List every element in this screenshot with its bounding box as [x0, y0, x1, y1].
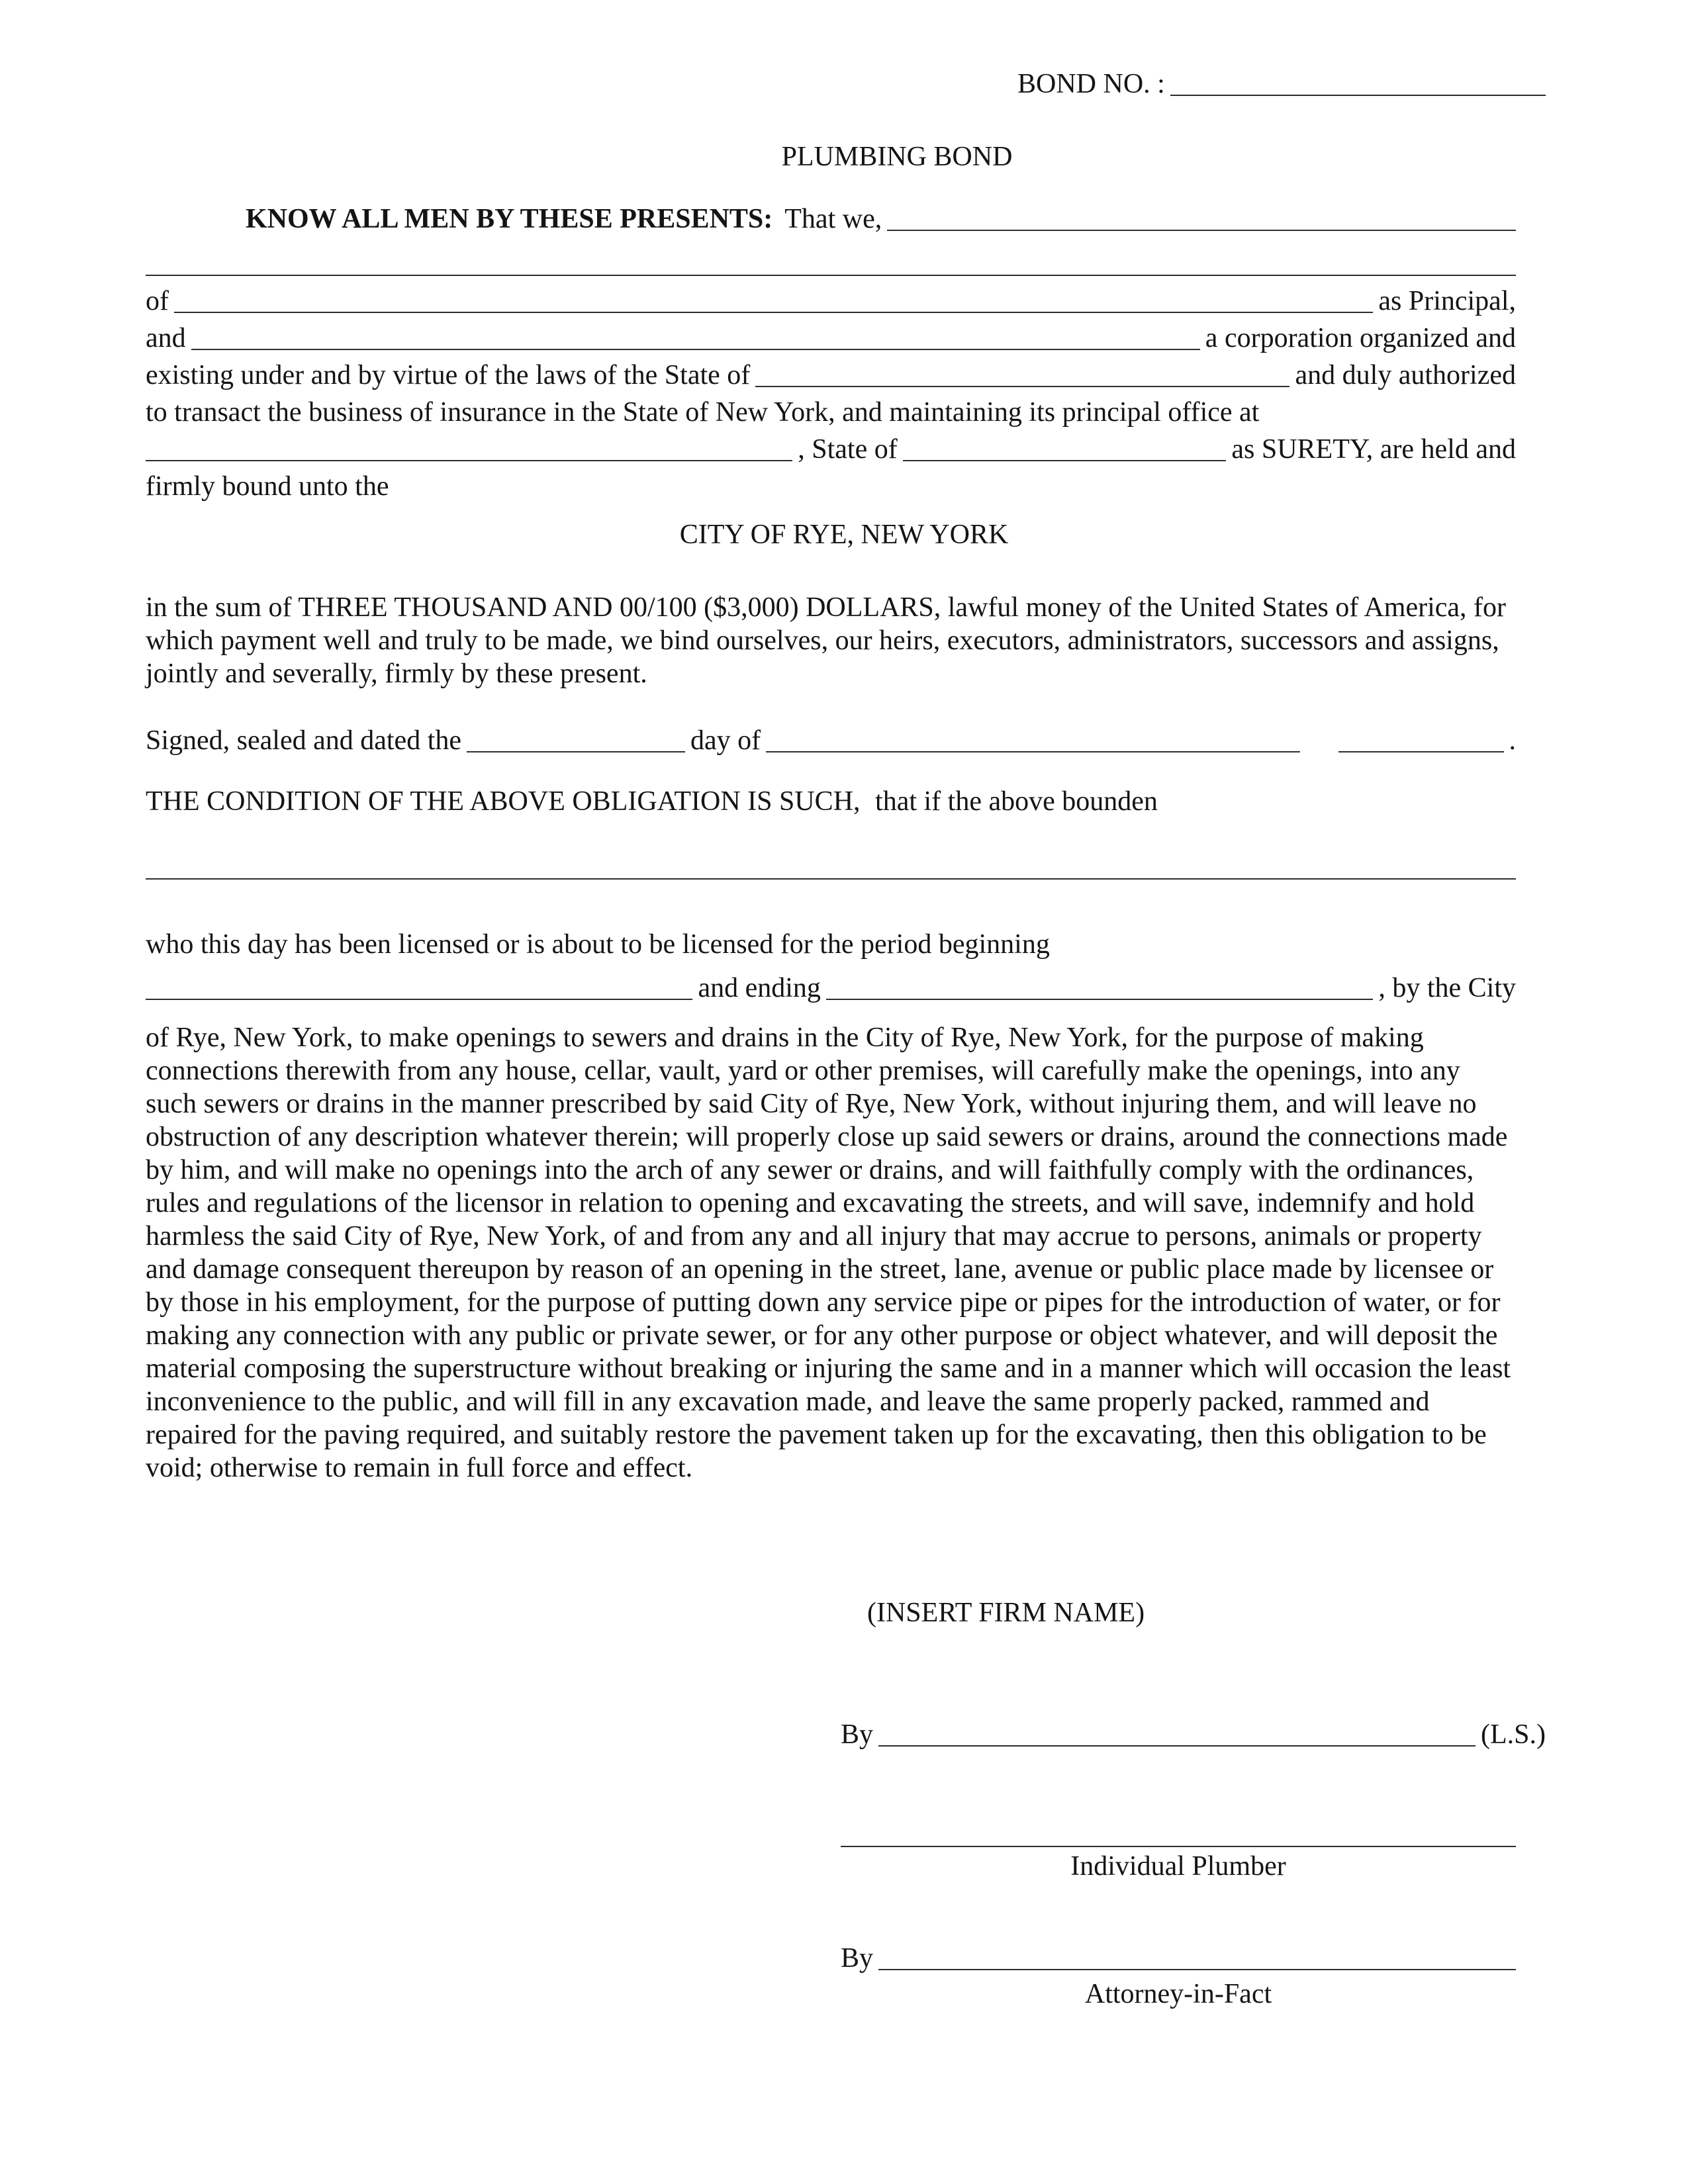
transact-row	[146, 392, 1516, 429]
surety-name-field[interactable]	[191, 348, 1200, 350]
state-of-text: , State of	[798, 434, 898, 465]
period-row	[146, 968, 1516, 1005]
bond-no-row	[1017, 64, 1546, 101]
bounden-name-row	[146, 855, 1516, 884]
individual-plumber-label: Individual Plumber	[1070, 1851, 1286, 1882]
period-beginning-field[interactable]	[146, 998, 692, 1000]
body-paragraph: of Rye, New York, to make openings to sewers and drains in the City of Rye, New York, for the purpose of making connections therewith from any house, cellar, vault, yard or other premises, will carefully make the openings, into any such sewers or drains in the manner prescribed by said City of Rye, New York, without injuring them, and will leave no obstruction of any description whatever therein; will properly close up said sewers or drains, around the connections made by him, and will make no openings into the arch of any sewer or drains, and will faithfully comply with the ordinances, rules and regulations of the licensor in relation to opening and excavating the streets, and will save, indemnify and hold harmless the said City of Rye, New York, of and from any and all injury that may accrue to persons, animals or property and damage consequent thereupon by reason of an opening in the street, lane, avenue or public place made by licensee or by those in his employment, for the purpose of putting down any service pipe or pipes for the introduction of water, or for making any connection with any public or private sewer, or for any other purpose or object whatever, and will deposit the material composing the superstructure without breaking or injuring the same and in a manner which will occasion the least inconvenience to the public, and will fill in any excavation made, and leave the same properly packed, rammed and repaired for the paving required, and suitably restore the pavement taken up for the excavating, then this obligation to be void; otherwise to remain in full force and effect.	[146, 1023, 1511, 1483]
surety-name-row	[146, 318, 1516, 355]
bond-no-label: BOND NO. :	[1017, 69, 1165, 99]
existing-text: existing under and by virtue of the laws of the State of	[146, 360, 751, 390]
that-we-text: That we,	[784, 204, 882, 234]
firm-signature-field[interactable]	[878, 1745, 1476, 1747]
obligee-heading: CITY OF RYE, NEW YORK	[679, 520, 1009, 550]
signed-dated-row	[146, 720, 1516, 757]
duly-authorized-text: and duly authorized	[1295, 360, 1516, 390]
signed-prefix-text: Signed, sealed and dated the	[146, 725, 462, 756]
know-all-men-heading: KNOW ALL MEN BY THESE PRESENTS:	[246, 204, 773, 234]
individual-plumber-block	[841, 1845, 1516, 1883]
opening-clause	[146, 244, 1516, 503]
bounden-name-field[interactable]	[146, 878, 1516, 880]
firm-signature-row	[841, 1714, 1546, 1751]
incorporation-state-row	[146, 355, 1516, 392]
attorney-signature-row	[841, 1938, 1516, 1975]
condition-row	[146, 785, 1516, 818]
sum-paragraph: in the sum of THREE THOUSAND AND 00/100 ($3,000) DOLLARS, lawful money of the United States of America, for which payment well and truly to be made, we bind ourselves, our heirs, executors, administrators, successors and assigns, jointly and severally, firmly by these present.	[146, 592, 1507, 689]
and-ending-text: and ending	[698, 973, 821, 1003]
principal-name-continued-field[interactable]	[146, 274, 1516, 276]
of-label: of	[146, 286, 169, 316]
as-principal-text: as Principal,	[1378, 286, 1516, 316]
signed-period: .	[1509, 725, 1516, 756]
incorporation-state-field[interactable]	[755, 385, 1289, 387]
by-label-1: By	[841, 1719, 874, 1750]
office-state-field[interactable]	[903, 459, 1227, 461]
attorney-block	[841, 1938, 1516, 2011]
firmly-bound-text: firmly bound unto the	[146, 471, 389, 502]
insert-firm-name-label: (INSERT FIRM NAME)	[867, 1598, 1145, 1628]
know-all-men-row	[246, 199, 1516, 236]
year-field[interactable]	[1338, 751, 1504, 752]
by-the-city-text: , by the City	[1378, 973, 1516, 1003]
by-label-2: By	[841, 1943, 874, 1974]
principal-address-row	[146, 281, 1516, 318]
principal-name-field[interactable]	[887, 229, 1516, 231]
condition-heading: THE CONDITION OF THE ABOVE OBLIGATION IS SUCH,	[146, 786, 861, 817]
individual-plumber-signature-field[interactable]	[841, 1845, 1516, 1847]
office-address-field[interactable]	[146, 459, 792, 461]
bond-no-field[interactable]	[1170, 94, 1546, 96]
principal-address-field[interactable]	[174, 311, 1373, 313]
firmly-bound-row	[146, 466, 1516, 503]
principal-name-continued-row	[146, 244, 1516, 281]
month-field[interactable]	[766, 751, 1299, 752]
office-address-row	[146, 429, 1516, 466]
day-field[interactable]	[467, 751, 685, 752]
attorney-in-fact-label: Attorney-in-Fact	[1084, 1979, 1272, 2009]
condition-rest-text: that if the above bounden	[875, 786, 1158, 817]
day-of-text: day of	[690, 725, 761, 756]
page-title: PLUMBING BOND	[781, 142, 1013, 172]
ls-label: (L.S.)	[1481, 1719, 1546, 1750]
corporation-text: a corporation organized and	[1205, 323, 1516, 353]
attorney-signature-field[interactable]	[878, 1968, 1516, 1970]
transact-text: to transact the business of insurance in the State of New York, and maintaining its principal office at	[146, 397, 1260, 428]
surety-text: as SURETY, are held and	[1231, 434, 1516, 465]
and-label: and	[146, 323, 186, 353]
licensed-text: who this day has been licensed or is about to be licensed for the period beginning	[146, 929, 1050, 960]
period-ending-field[interactable]	[826, 998, 1373, 1000]
